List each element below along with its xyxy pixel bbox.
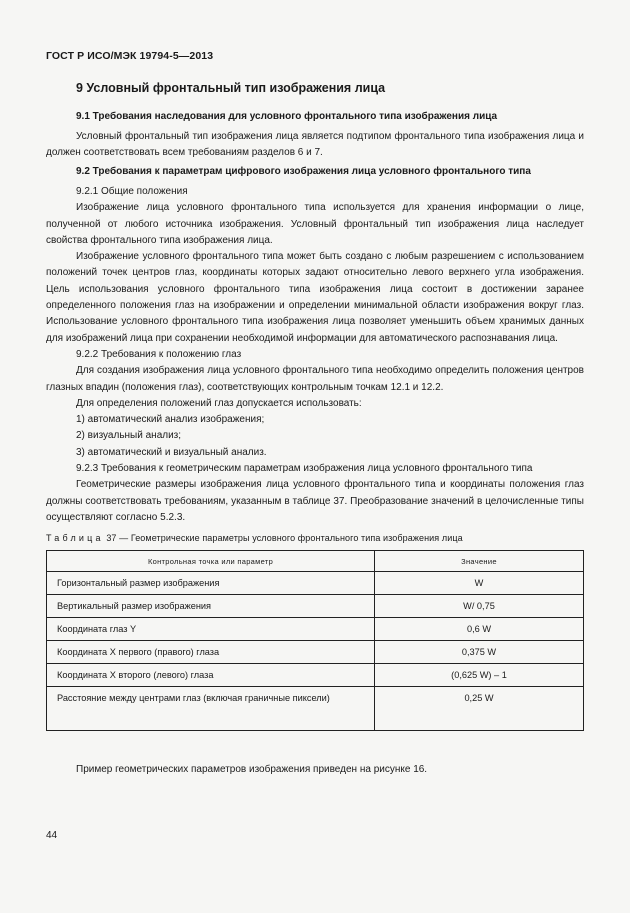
subsection-title-9-1: 9.1 Требования наследования для условного фронтального типа изображения лица: [76, 111, 498, 122]
table-cell-value: W/ 0,75: [375, 595, 584, 618]
list-item: 3) автоматический и визуальный анализ.: [76, 446, 267, 458]
paragraph: Изображение условного фронтального типа может быть создано с любым разрешением с использованием положений точек центров глаз, координаты которых задают относительно левого верхнего угла изображения. Цель использования условного фронтального типа изображения лица состоит в достижении заранее определенного положения глаз на изображении и определении минимальной области изображения вокруг глаз. Использование условного фронтального типа изображения лица позволяет уменьшить объем хранимых данных для изображений лица при сохранении необходимой информации для автоматического распознавания лица.: [46, 251, 584, 344]
section-9-2-body: [46, 184, 584, 526]
table-row: [47, 595, 584, 618]
list-item: 2) визуальный анализ;: [76, 430, 182, 442]
table-row: [47, 572, 584, 595]
subsection-title-9-2: 9.2 Требования к параметрам цифрового изображения лица условного фронтального типа: [76, 166, 531, 177]
table-row: [47, 641, 584, 664]
paragraph: Изображение лица условного фронтального типа используется для хранения информации о лице, полученной от любого источника изображения. Условный фронтальный тип изображения лица наследует свойства фронтального типа изображения лица.: [46, 202, 584, 246]
table-cell-parameter: Горизонтальный размер изображения: [47, 572, 375, 595]
section-title: 9 Условный фронтальный тип изображения лица: [76, 81, 386, 95]
table-caption: [46, 533, 463, 543]
paragraph: Условный фронтальный тип изображения лица является подтипом фронтального типа изображения лица и должен соответствовать всем требованиям разделов 6 и 7.: [46, 131, 584, 159]
paragraph: Для определения положений глаз допускается использовать:: [76, 397, 362, 409]
figure-reference-text: Пример геометрических параметров изображения приведен на рисунке 16.: [76, 764, 428, 775]
geometry-table: [46, 550, 584, 731]
table-cell-value: 0,375 W: [375, 641, 584, 664]
table-caption-text: 37 — Геометрические параметры условного фронтального типа изображения лица: [106, 533, 463, 543]
clause-heading: 9.2.2 Требования к положению глаз: [76, 348, 242, 360]
table-cell-parameter: Вертикальный размер изображения: [47, 595, 375, 618]
paragraph-9-1: [46, 129, 584, 162]
table-cell-value: 0,25 W: [375, 687, 584, 731]
table-cell-parameter: Координата X первого (правого) глаза: [47, 641, 375, 664]
table-caption-label: Таблица: [46, 533, 104, 543]
column-header: Контрольная точка или параметр: [47, 551, 375, 572]
table-cell-value: W: [375, 572, 584, 595]
table-row: [47, 618, 584, 641]
clause-heading: 9.2.3 Требования к геометрическим параметрам изображения лица условного фронтального типа: [76, 463, 533, 475]
paragraph: Геометрические размеры изображения лица условного фронтального типа и координаты положения глаз должны соответствовать требованиям, указанным в таблице 37. Преобразование значений в целочисленные типы осуществляют согласно 5.2.3.: [46, 479, 584, 523]
clause-heading: 9.2.1 Общие положения: [76, 186, 188, 197]
document-header: ГОСТ Р ИСО/МЭК 19794-5—2013: [46, 50, 214, 62]
page-number: 44: [46, 830, 58, 841]
table-row: [47, 687, 584, 731]
table-cell-parameter: Координата глаз Y: [47, 618, 375, 641]
table-header-row: [47, 551, 584, 572]
table-cell-parameter: Расстояние между центрами глаз (включая граничные пиксели): [47, 687, 375, 731]
table-cell-value: 0,6 W: [375, 618, 584, 641]
list-item: 1) автоматический анализ изображения;: [76, 414, 265, 426]
table-cell-value: (0,625 W) – 1: [375, 664, 584, 687]
table-cell-parameter: Координата X второго (левого) глаза: [47, 664, 375, 687]
paragraph: Для создания изображения лица условного фронтального типа необходимо определить положения центров глазных впадин (положения глаз), соответствующих контрольным точкам 12.1 и 12.2.: [46, 365, 584, 393]
table-row: [47, 664, 584, 687]
column-header: Значение: [375, 551, 584, 572]
